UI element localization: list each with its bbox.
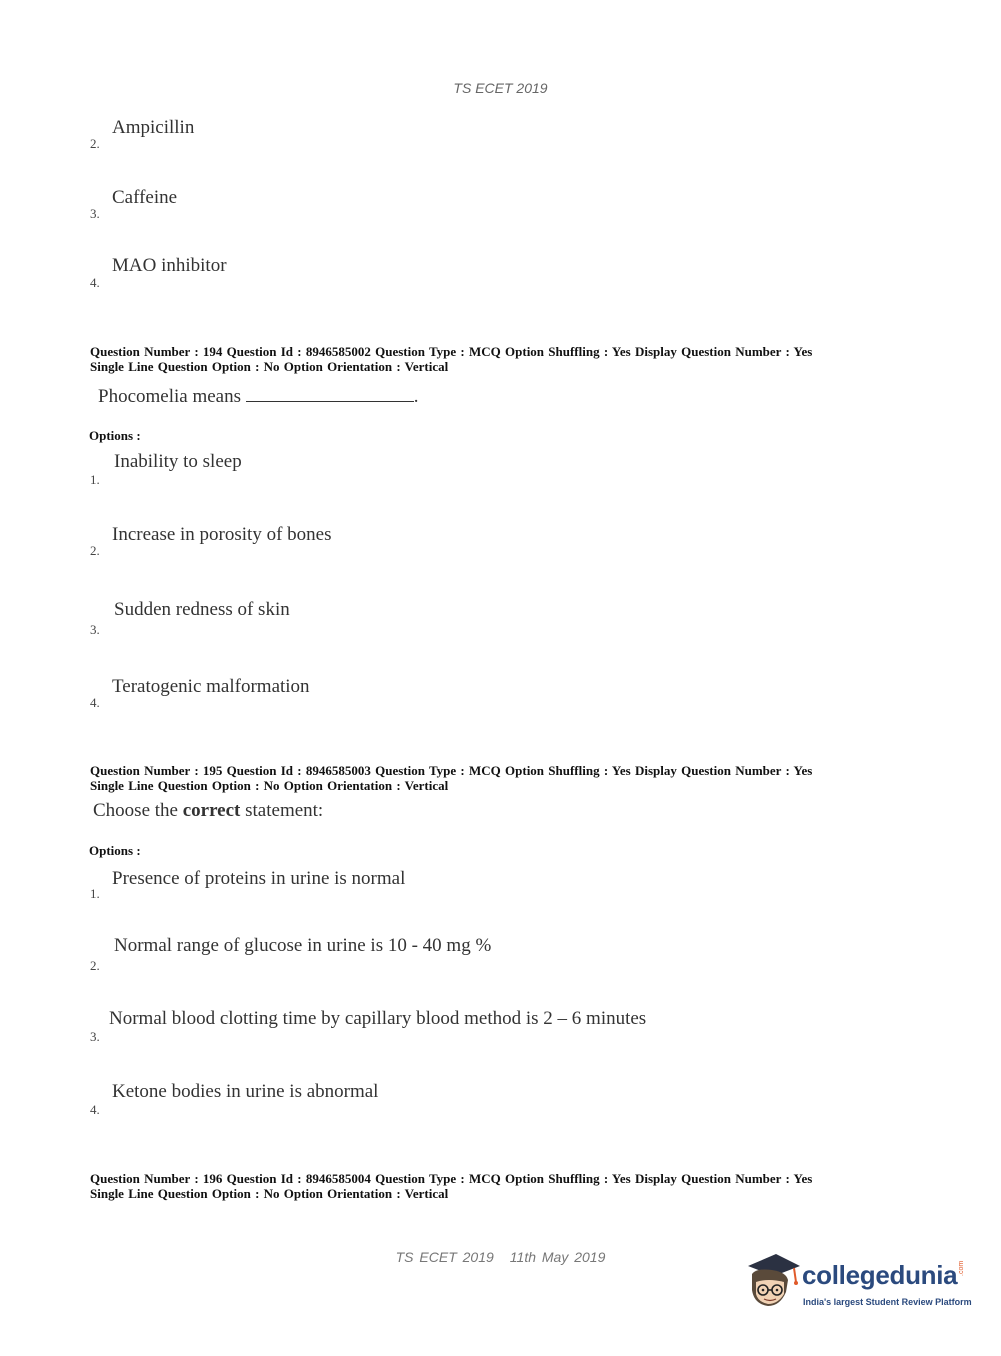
option-number: 4. xyxy=(90,275,100,290)
option-number: 1. xyxy=(90,472,100,487)
option-text: Caffeine xyxy=(112,187,178,208)
option-number: 2. xyxy=(90,136,100,151)
option-number: 2. xyxy=(90,958,100,973)
option-text: Normal range of glucose in urine is 10 - 40 mg % xyxy=(114,935,492,956)
brand-dotcom: .com xyxy=(958,1260,965,1276)
question-text-end: . xyxy=(413,386,419,407)
option-text: Sudden redness of skin xyxy=(114,599,290,620)
option-text: MAO inhibitor xyxy=(112,255,227,276)
mascot-icon xyxy=(742,1250,802,1316)
question-meta-line: Question Number : 196 Question Id : 8946585004 Question Type : MCQ Option Shuffling : Yes Display Question Number : Yes xyxy=(90,1171,813,1186)
option-text: Increase in porosity of bones xyxy=(112,524,332,545)
question-text-main: Phocomelia means xyxy=(98,386,241,407)
question-text xyxy=(93,800,323,822)
question-meta xyxy=(90,344,910,374)
option-text: Normal blood clotting time by capillary blood method is 2 – 6 minutes xyxy=(109,1008,647,1029)
footer-date: 11th May 2019 xyxy=(509,1249,606,1265)
brand-tagline: India's largest Student Review Platform xyxy=(803,1297,972,1307)
page-header-title: TS ECET 2019 xyxy=(453,80,548,96)
options-label: Options : xyxy=(89,843,141,858)
option-number: 1. xyxy=(90,886,100,901)
option-text: Inability to sleep xyxy=(114,451,242,472)
question-meta xyxy=(90,1171,910,1201)
option-number: 3. xyxy=(90,622,100,637)
options-label: Options : xyxy=(89,428,141,443)
option-text: Teratogenic malformation xyxy=(112,676,310,697)
question-text-bold: correct xyxy=(182,800,241,821)
question-text xyxy=(98,386,419,408)
question-text-pre: Choose the xyxy=(93,800,183,821)
footer-exam: TS ECET 2019 xyxy=(395,1249,494,1265)
question-meta-line: Single Line Question Option : No Option Orientation : Vertical xyxy=(90,1186,449,1201)
option-number: 3. xyxy=(90,206,100,221)
question-meta-line: Question Number : 195 Question Id : 8946585003 Question Type : MCQ Option Shuffling : Yes Display Question Number : Yes xyxy=(90,763,813,778)
option-number: 4. xyxy=(90,695,100,710)
option-number: 3. xyxy=(90,1029,100,1044)
answer-blank xyxy=(246,387,414,402)
option-text: Presence of proteins in urine is normal xyxy=(112,868,406,889)
brand-name: collegedunia xyxy=(802,1260,958,1290)
option-text: Ampicillin xyxy=(112,117,195,138)
option-number: 2. xyxy=(90,543,100,558)
question-meta-line: Question Number : 194 Question Id : 8946585002 Question Type : MCQ Option Shuffling : Yes Display Question Number : Yes xyxy=(90,344,813,359)
question-meta xyxy=(90,763,910,793)
option-number: 4. xyxy=(90,1102,100,1117)
question-meta-line: Single Line Question Option : No Option Orientation : Vertical xyxy=(90,778,449,793)
option-text: Ketone bodies in urine is abnormal xyxy=(112,1081,379,1102)
question-text-post: statement: xyxy=(240,800,324,821)
question-meta-line: Single Line Question Option : No Option Orientation : Vertical xyxy=(90,359,449,374)
